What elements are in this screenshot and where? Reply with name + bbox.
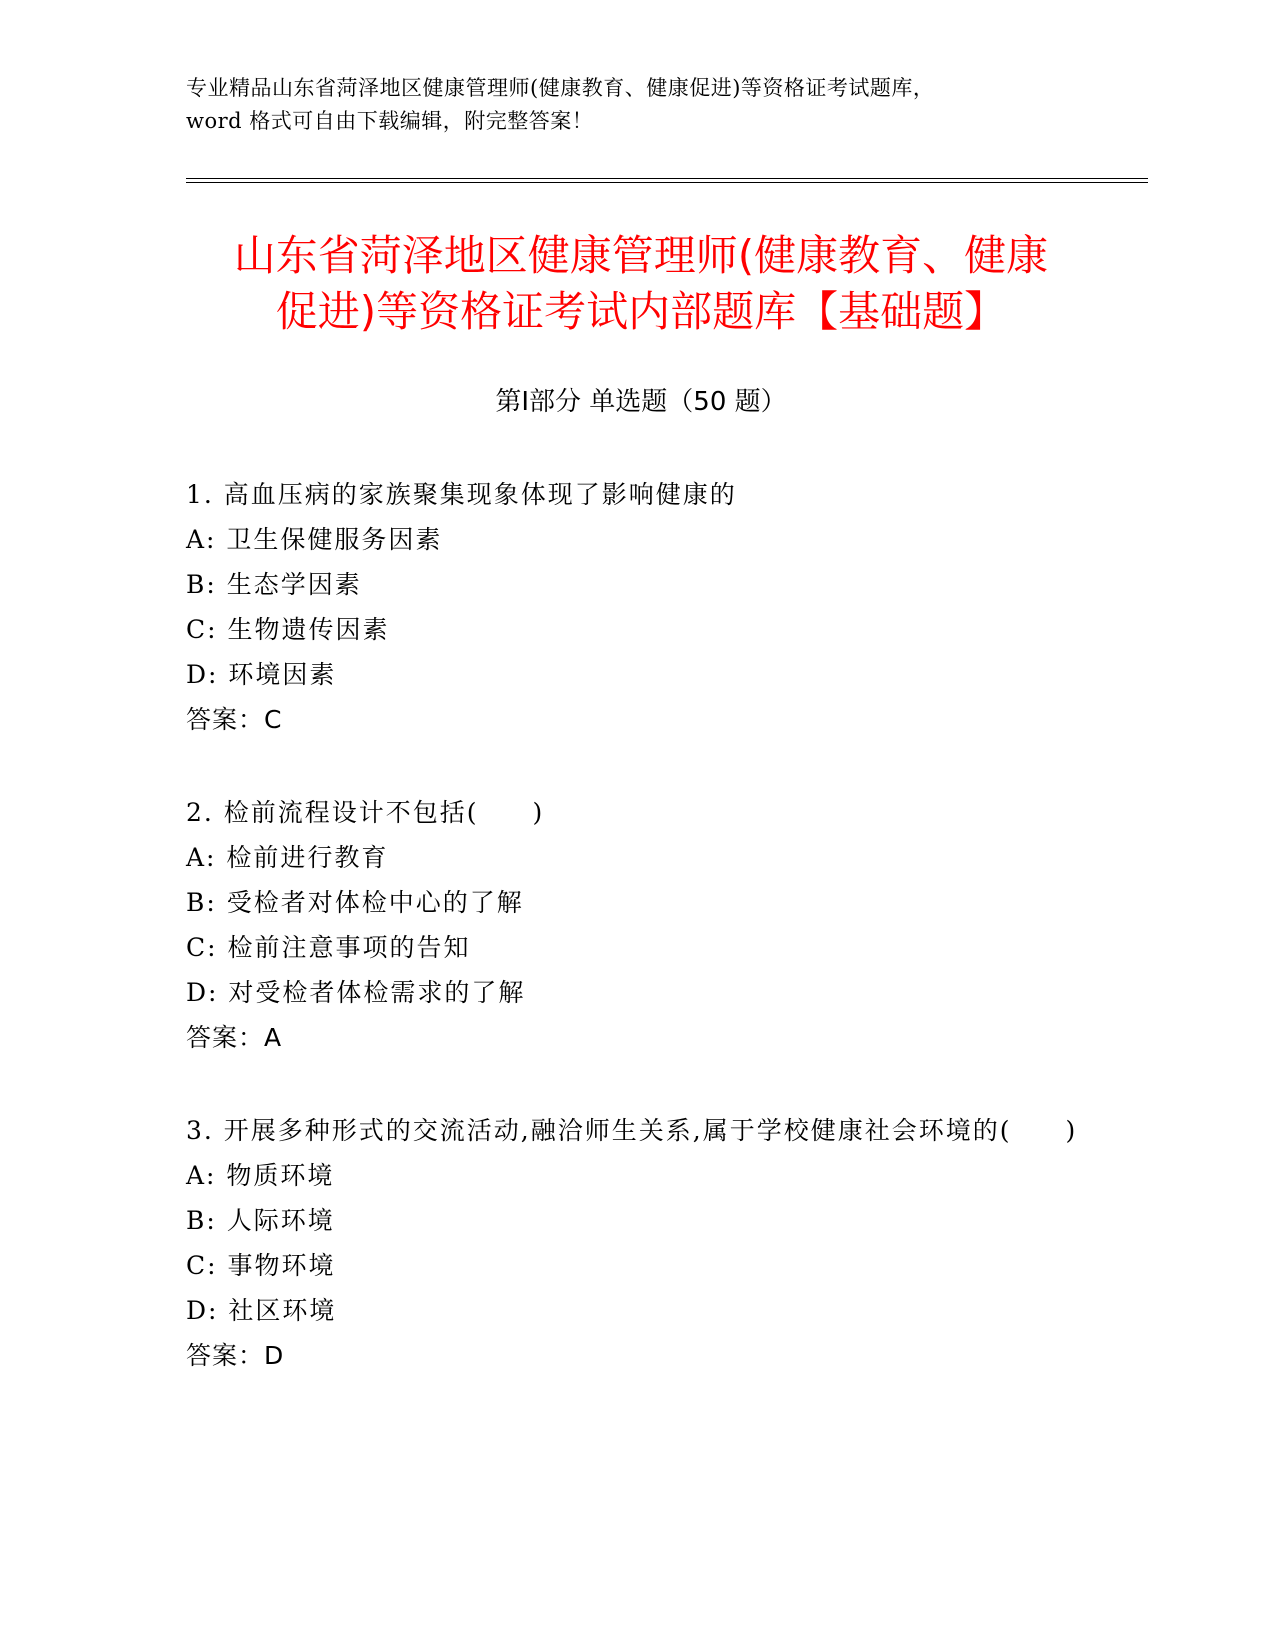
document-title [186, 228, 1096, 340]
option-c: C: 检前注意事项的告知 [186, 933, 471, 962]
option-b: B: 受检者对体检中心的了解 [186, 888, 524, 917]
answer-label: 答案：C [186, 705, 283, 734]
option-b: B: 人际环境 [186, 1206, 335, 1235]
option-a: A: 卫生保健服务因素 [186, 525, 443, 554]
answer-label: 答案：D [186, 1341, 285, 1370]
option-a: A: 检前进行教育 [186, 843, 389, 872]
document-title-line-1: 山东省菏泽地区健康管理师(健康教育、健康 [233, 231, 1049, 280]
answer-label: 答案：A [186, 1023, 283, 1052]
question-2 [186, 790, 1086, 1060]
header-divider-bottom [186, 182, 1148, 183]
question-1 [186, 472, 1086, 742]
option-a: A: 物质环境 [186, 1161, 335, 1190]
option-c: C: 生物遗传因素 [186, 615, 390, 644]
option-c: C: 事物环境 [186, 1251, 336, 1280]
option-d: D: 社区环境 [186, 1296, 337, 1325]
header-note-line-2: word 格式可自由下载编辑，附完整答案！ [186, 109, 594, 133]
question-stem: 2. 检前流程设计不包括( ) [186, 798, 545, 827]
section-title: 第Ⅰ部分 单选题（50 题） [495, 387, 787, 417]
option-b: B: 生态学因素 [186, 570, 362, 599]
question-stem: 1. 高血压病的家族聚集现象体现了影响健康的 [186, 480, 737, 509]
option-d: D: 对受检者体检需求的了解 [186, 978, 526, 1007]
question-3 [186, 1108, 1086, 1378]
question-stem: 3. 开展多种形式的交流活动,融洽师生关系,属于学校健康社会环境的( ) [186, 1116, 1078, 1145]
header-divider-top [186, 178, 1148, 179]
header-note [186, 72, 1086, 138]
document-title-line-2: 促进)等资格证考试内部题库【基础题】 [275, 287, 1007, 336]
option-d: D: 环境因素 [186, 660, 337, 689]
header-note-line-1: 专业精品山东省菏泽地区健康管理师(健康教育、健康促进)等资格证考试题库， [186, 76, 935, 100]
